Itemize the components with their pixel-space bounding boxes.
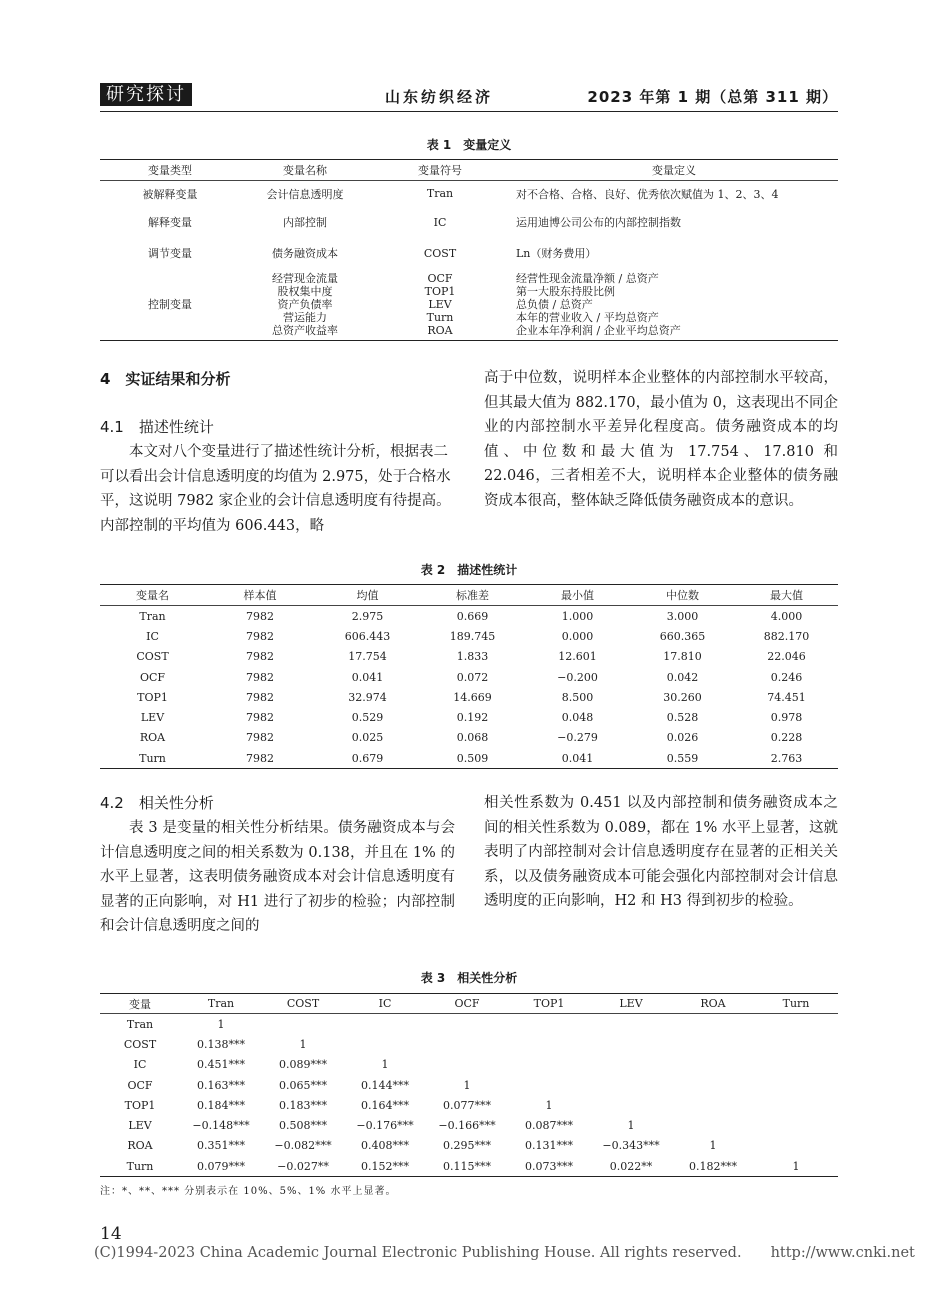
table2-cell: 4.000 <box>770 609 803 623</box>
table1-cell: 被解释变量 <box>142 187 198 201</box>
table3-cell <box>754 1075 838 1095</box>
table2-cell: ROA <box>139 731 166 745</box>
table2-cell: 32.974 <box>348 690 387 704</box>
table3-cell: 0.073*** <box>525 1159 573 1173</box>
table1-cell: 控制变量 <box>148 298 192 312</box>
table-row <box>100 238 838 269</box>
control-var-symbol: OCF <box>427 271 453 285</box>
table3-cell: 1 <box>709 1139 717 1153</box>
table2-cell: 12.601 <box>558 650 597 664</box>
table1-header-cell: 变量名称 <box>240 160 370 181</box>
control-var-name: 股权集中度 <box>277 284 333 298</box>
table3-cell <box>426 1034 508 1054</box>
table3-cell: 0.163*** <box>197 1078 245 1092</box>
table3-cell: 0.182*** <box>689 1159 737 1173</box>
table2-cell: Tran <box>139 609 166 623</box>
table2-cell: 7982 <box>246 609 274 623</box>
table3-cell: 0.065*** <box>279 1078 327 1092</box>
table3-cell <box>590 1014 672 1035</box>
table3-cell <box>754 1034 838 1054</box>
table3-cell: 1 <box>463 1078 471 1092</box>
table2-cell: 1.000 <box>561 609 594 623</box>
table-row <box>100 728 838 748</box>
table2-cell: 0.072 <box>456 670 489 684</box>
table3-cell: 1 <box>217 1017 225 1031</box>
table1-header-cell: 变量符号 <box>370 160 510 181</box>
table1-header-cell: 变量类型 <box>100 160 240 181</box>
table3-cell: 0.089*** <box>279 1058 327 1072</box>
table2-cell: 0.000 <box>561 629 594 643</box>
table3-cell: −0.343*** <box>602 1139 660 1153</box>
control-var-symbol: LEV <box>428 297 452 311</box>
table2-cell: 0.026 <box>666 731 699 745</box>
table2-caption: 表 2 描述性统计 <box>420 563 518 577</box>
table2-header-cell: 中位数 <box>630 585 735 606</box>
table3-cell: Turn <box>126 1159 154 1173</box>
table3-cell <box>672 1055 754 1075</box>
table3-cell <box>672 1075 754 1095</box>
table2-cell: 7982 <box>246 629 274 643</box>
table1-variable-definitions <box>100 159 838 341</box>
table3-cell: −0.082*** <box>274 1139 332 1153</box>
control-var-def: 企业本年净利润 / 企业平均总资产 <box>516 323 681 337</box>
table2-cell: 0.048 <box>561 711 594 725</box>
table2-cell: 7982 <box>246 731 274 745</box>
table-row <box>100 1156 838 1177</box>
table3-header-cell: IC <box>344 994 426 1014</box>
table1-cell: IC <box>433 215 447 229</box>
table2-cell: 0.246 <box>770 670 803 684</box>
control-var-symbol: Turn <box>426 310 454 324</box>
table3-cell: Tran <box>126 1017 154 1031</box>
table3-cell <box>262 1014 344 1035</box>
table1-header-cell: 变量定义 <box>510 160 838 181</box>
table3-cell: 1 <box>299 1037 307 1051</box>
table1-cell: Tran <box>426 187 454 201</box>
table3-cell: 0.164*** <box>361 1098 409 1112</box>
table-row <box>100 748 838 769</box>
table3-cell: 0.351*** <box>197 1139 245 1153</box>
table3-cell: 0.077*** <box>443 1098 491 1112</box>
table2-cell: 14.669 <box>453 690 492 704</box>
table1-cell <box>240 269 370 341</box>
table1-cell: 调节变量 <box>148 247 192 260</box>
control-var-def: 经营性现金流量净额 / 总资产 <box>516 271 659 285</box>
table-row <box>100 606 838 627</box>
table3-header-cell: COST <box>262 994 344 1014</box>
table-row <box>100 667 838 687</box>
table-row <box>100 207 838 238</box>
table3-cell <box>754 1095 838 1115</box>
table2-cell: 0.669 <box>456 609 489 623</box>
table2-cell: 0.528 <box>666 711 699 725</box>
table3-cell <box>508 1014 590 1035</box>
table1-cell: 债务融资成本 <box>272 247 338 260</box>
table2-cell: 7982 <box>246 711 274 725</box>
table3-cell: 0.408*** <box>361 1139 409 1153</box>
table2-cell: 189.745 <box>449 629 496 643</box>
table1-cell <box>510 269 838 341</box>
table3-header-cell: Tran <box>180 994 262 1014</box>
subsection-heading: 4.2 相关性分析 <box>100 794 214 812</box>
table3-cell: IC <box>133 1058 147 1072</box>
control-var-name: 经营现金流量 <box>272 271 338 285</box>
table3-cell: −0.148*** <box>192 1119 250 1133</box>
table1-caption: 表 1 变量定义 <box>426 138 512 152</box>
table3-cell: 1 <box>545 1098 553 1112</box>
table2-header-cell: 最大值 <box>735 585 838 606</box>
table3-cell: −0.027** <box>277 1159 329 1173</box>
table-row <box>100 1115 838 1135</box>
table-row <box>100 1055 838 1075</box>
table-row <box>100 1136 838 1156</box>
table2-header-cell: 最小值 <box>525 585 630 606</box>
table2-cell: 0.978 <box>770 711 803 725</box>
table2-cell: 606.443 <box>344 629 391 643</box>
header-rule <box>100 111 838 112</box>
table2-cell: 0.041 <box>561 751 594 765</box>
table2-cell: COST <box>136 650 169 664</box>
table-row <box>100 1075 838 1095</box>
table1-cell <box>370 269 510 341</box>
control-var-def: 第一大股东持股比例 <box>516 284 615 298</box>
control-var-symbol: ROA <box>427 323 453 337</box>
table2-cell: 74.451 <box>767 690 806 704</box>
table2-cell: 0.529 <box>351 711 384 725</box>
table3-note: 注：*、**、*** 分别表示在 10%、5%、1% 水平上显著。 <box>100 1186 397 1197</box>
table3-header-cell: ROA <box>672 994 754 1014</box>
table3-cell: 1 <box>792 1159 800 1173</box>
table2-cell: 8.500 <box>561 690 594 704</box>
copyright-footer: (C)1994-2023 China Academic Journal Electronic Publishing House. All rights reserved. http://www.cnki.net <box>94 1245 915 1261</box>
table3-cell: 0.115*** <box>443 1159 491 1173</box>
table3-header-cell: 变量 <box>100 994 180 1014</box>
table2-cell: 7982 <box>246 670 274 684</box>
table2-cell: 0.228 <box>770 731 803 745</box>
table3-cell <box>508 1055 590 1075</box>
table2-cell: 17.810 <box>663 650 702 664</box>
control-var-name: 资产负债率 <box>277 297 333 311</box>
table-row <box>100 1034 838 1054</box>
table2-cell: −0.200 <box>557 670 598 684</box>
table3-cell: 0.152*** <box>361 1159 409 1173</box>
table1-cell: 会计信息透明度 <box>266 187 344 201</box>
table3-cell <box>344 1014 426 1035</box>
table3-cell: 0.295*** <box>443 1139 491 1153</box>
table2-cell: 7982 <box>246 690 274 704</box>
section-tag: 研究探讨 <box>100 83 192 106</box>
table2-cell: 17.754 <box>348 650 387 664</box>
control-var-name: 总资产收益率 <box>272 323 338 337</box>
issue-info: 2023 年第 1 期（总第 311 期） <box>587 88 838 106</box>
table3-cell <box>754 1136 838 1156</box>
table2-cell: 22.046 <box>767 650 806 664</box>
table2-cell: 882.170 <box>763 629 810 643</box>
table3-cell: 1 <box>627 1119 635 1133</box>
table3-cell: ROA <box>127 1139 153 1153</box>
table2-cell: 3.000 <box>666 609 699 623</box>
table3-cell <box>508 1034 590 1054</box>
table3-cell: 0.144*** <box>361 1078 409 1092</box>
table3-caption: 表 3 相关性分析 <box>420 971 518 985</box>
table3-cell: TOP1 <box>124 1098 156 1112</box>
table3-cell: −0.166*** <box>438 1119 496 1133</box>
subsection-heading: 4.1 描述性统计 <box>100 418 214 436</box>
table3-cell: 0.183*** <box>279 1098 327 1112</box>
table3-cell <box>508 1075 590 1095</box>
section-heading: 4 实证结果和分析 <box>100 370 231 388</box>
paragraph: 高于中位数，说明样本企业整体的内部控制水平较高，但其最大值为 882.170，最小值为 0，这表现出不同企业的内部控制水平差异化程度高。债务融资成本的均值、中位数和最大值为 17.754、17.810 和 22.046，三者相差不大，说明样本企业整体的债务融资成本很高，整体缺乏降低债务融资成本的意识。 <box>484 370 838 509</box>
control-var-symbol: TOP1 <box>424 284 456 298</box>
table-row <box>100 1014 838 1035</box>
table3-cell: 0.184*** <box>197 1098 245 1112</box>
table3-cell <box>426 1014 508 1035</box>
table3-cell: 0.138*** <box>197 1037 245 1051</box>
table2-cell: Turn <box>139 751 166 765</box>
table3-header-cell: LEV <box>590 994 672 1014</box>
table3-cell: 0.087*** <box>525 1119 573 1133</box>
table3-header-cell: TOP1 <box>508 994 590 1014</box>
page-number: 14 <box>100 1224 122 1244</box>
journal-name: 山东纺织经济 <box>385 88 494 106</box>
table3-cell <box>672 1014 754 1035</box>
table2-cell: 0.192 <box>456 711 489 725</box>
paragraph: 相关性系数为 0.451 以及内部控制和债务融资成本之间的相关性系数为 0.089，都在 1% 水平上显著，这就表明了内部控制对会计信息透明度存在显著的正相关关系，以及债务融资成本可能会强化内部控制对会计信息透明度的正向影响，H2 和 H3 得到初步的检验。 <box>484 795 838 909</box>
table2-cell: 0.041 <box>351 670 384 684</box>
table2-cell: −0.279 <box>557 731 598 745</box>
table1-cell: COST <box>423 246 457 260</box>
table2-header-cell: 样本值 <box>205 585 315 606</box>
table2-cell: OCF <box>139 670 166 684</box>
table1-cell: 对不合格、合格、良好、优秀依次赋值为 1、2、3、4 <box>516 187 779 201</box>
table2-cell: TOP1 <box>137 690 168 704</box>
table2-cell: 7982 <box>246 650 274 664</box>
table1-cell: 解释变量 <box>148 216 192 229</box>
table2-cell: 2.763 <box>770 751 803 765</box>
paragraph: 本文对八个变量进行了描述性统计分析，根据表二可以看出会计信息透明度的均值为 2.975，处于合格水平，这说明 7982 家企业的会计信息透明度有待提高。内部控制的平均值为 606.443，略 <box>100 444 451 534</box>
table1-cell: 运用迪博公司公布的内部控制指数 <box>516 216 681 229</box>
table-row <box>100 647 838 667</box>
table2-cell: 0.679 <box>351 751 384 765</box>
table3-cell: OCF <box>127 1078 153 1092</box>
table2-cell: 0.068 <box>456 731 489 745</box>
table2-cell: IC <box>146 629 159 643</box>
table2-cell: 30.260 <box>663 690 702 704</box>
table3-header-cell: Turn <box>754 994 838 1014</box>
table3-cell <box>672 1095 754 1115</box>
table3-cell <box>590 1034 672 1054</box>
table3-cell <box>590 1075 672 1095</box>
table3-cell <box>672 1034 754 1054</box>
table3-cell: −0.176*** <box>356 1119 414 1133</box>
table2-cell: 2.975 <box>351 609 384 623</box>
table2-descriptive-stats <box>100 584 838 769</box>
table2-header-cell: 标准差 <box>420 585 525 606</box>
table3-cell: 0.079*** <box>197 1159 245 1173</box>
table3-cell: COST <box>123 1037 157 1051</box>
table2-cell: 660.365 <box>659 629 706 643</box>
table3-cell <box>672 1115 754 1135</box>
table2-header-cell: 变量名 <box>100 585 205 606</box>
control-var-def: 本年的营业收入 / 平均总资产 <box>516 310 659 324</box>
table-row <box>100 1095 838 1115</box>
table-row <box>100 687 838 707</box>
table2-cell: LEV <box>140 711 165 725</box>
table3-cell: LEV <box>128 1119 152 1133</box>
table2-header-cell: 均值 <box>315 585 420 606</box>
table3-cell <box>754 1014 838 1035</box>
control-var-name: 营运能力 <box>283 310 327 324</box>
table2-cell: 7982 <box>246 751 274 765</box>
table3-cell <box>590 1055 672 1075</box>
table1-cell: 内部控制 <box>283 216 327 229</box>
table-row <box>100 626 838 646</box>
table-row <box>100 269 838 341</box>
table-row <box>100 181 838 207</box>
table2-cell: 0.559 <box>666 751 699 765</box>
table1-cell: Ln（财务费用） <box>516 247 597 260</box>
table3-cell: 0.451*** <box>197 1058 245 1072</box>
table3-cell: 0.508*** <box>279 1119 327 1133</box>
table3-cell <box>754 1115 838 1135</box>
table2-cell: 0.509 <box>456 751 489 765</box>
table3-correlation <box>100 993 838 1177</box>
table3-cell <box>344 1034 426 1054</box>
table3-cell: 0.022** <box>609 1159 653 1173</box>
table3-cell <box>754 1055 838 1075</box>
table3-cell <box>590 1095 672 1115</box>
table3-header-cell: OCF <box>426 994 508 1014</box>
table3-cell <box>426 1055 508 1075</box>
table3-cell: 1 <box>381 1058 389 1072</box>
table2-cell: 1.833 <box>456 650 489 664</box>
table-row <box>100 707 838 727</box>
table2-cell: 0.042 <box>666 670 699 684</box>
table2-cell: 0.025 <box>351 731 384 745</box>
control-var-def: 总负债 / 总资产 <box>516 297 593 311</box>
table3-cell: 0.131*** <box>525 1139 573 1153</box>
paragraph: 表 3 是变量的相关性分析结果。债务融资成本与会计信息透明度之间的相关系数为 0.138，并且在 1% 的水平上显著，这表明债务融资成本对会计信息透明度有显著的正向影响，对 H1 进行了初步的检验；内部控制和会计信息透明度之间的 <box>100 820 455 934</box>
